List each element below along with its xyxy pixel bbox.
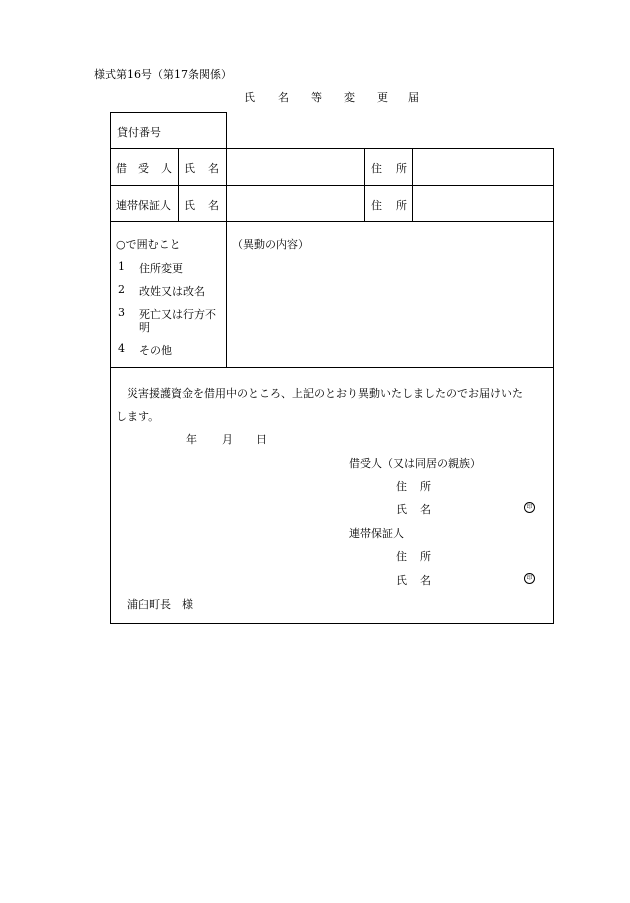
- option-number: 4: [118, 342, 125, 355]
- option-number: 2: [118, 283, 125, 296]
- label-char: 住: [396, 550, 407, 563]
- label-char: 所: [396, 162, 407, 175]
- month-label: 月: [222, 433, 233, 446]
- recipient-line: 浦臼町長 様: [127, 598, 193, 611]
- form-number: 様式第16号（第17条関係）: [94, 68, 232, 81]
- table-rule: [110, 112, 111, 624]
- table-rule: [110, 367, 554, 368]
- change-details-label: （異動の内容）: [232, 238, 309, 251]
- table-rule: [110, 623, 554, 624]
- option-number: 3: [118, 306, 125, 319]
- label-char: 住: [371, 199, 382, 212]
- option-text: 住所変更: [139, 262, 183, 275]
- option-number: 1: [118, 260, 125, 273]
- title-char: 氏: [244, 91, 255, 104]
- label-char: 名: [420, 503, 431, 516]
- title-char: 変: [344, 91, 355, 104]
- table-rule: [364, 148, 365, 222]
- option-text: 改姓又は改名: [139, 285, 205, 298]
- title-char: 名: [278, 91, 289, 104]
- guarantor-address-field[interactable]: [414, 187, 551, 220]
- guarantor-name-field[interactable]: [228, 187, 362, 220]
- table-rule: [110, 148, 554, 149]
- label-char: 受: [138, 162, 149, 175]
- label-char: 名: [420, 574, 431, 587]
- label-char: 氏: [184, 162, 195, 175]
- change-details-field[interactable]: [228, 252, 551, 364]
- declaration-text-line2: します。: [116, 410, 160, 423]
- loan-number-label: 貸付番号: [117, 126, 161, 139]
- day-label: 日: [256, 433, 267, 446]
- title-char: 更: [377, 91, 388, 104]
- option-text-line2: 明: [139, 321, 150, 334]
- title-char: 届: [408, 91, 419, 104]
- table-rule: [226, 112, 227, 149]
- label-char: 名: [208, 199, 219, 212]
- table-rule: [412, 148, 413, 222]
- declaration-text-line1: 災害援護資金を借用中のところ、上記のとおり異動いたしましたのでお届けいた: [127, 387, 523, 400]
- table-rule: [110, 185, 554, 186]
- option-text: その他: [139, 344, 172, 357]
- borrower-name-field[interactable]: [228, 150, 362, 184]
- label-char: 所: [420, 480, 431, 493]
- guarantor-label: 連帯保証人: [116, 199, 171, 212]
- borrower-address-field[interactable]: [414, 150, 551, 184]
- label-char: 所: [420, 550, 431, 563]
- label-char: 住: [396, 480, 407, 493]
- seal-char: 印: [526, 503, 533, 511]
- table-rule: [226, 148, 227, 368]
- guarantor-signature-heading: 連帯保証人: [349, 527, 404, 540]
- guarantor-seal-mark: [524, 573, 535, 584]
- year-label: 年: [186, 433, 197, 446]
- label-char: 名: [208, 162, 219, 175]
- label-char: 氏: [184, 199, 195, 212]
- label-char: 借: [116, 162, 127, 175]
- borrower-signature-heading: 借受人（又は同居の親族）: [349, 457, 481, 470]
- title-char: 等: [311, 91, 322, 104]
- seal-char: 印: [526, 574, 533, 582]
- label-char: 氏: [396, 503, 407, 516]
- label-char: 住: [371, 162, 382, 175]
- borrower-seal-mark: [524, 502, 535, 513]
- table-rule: [553, 148, 554, 624]
- table-rule: [178, 148, 179, 222]
- circle-instruction: ○で囲むこと: [116, 238, 181, 251]
- label-char: 人: [161, 162, 172, 175]
- label-char: 氏: [396, 574, 407, 587]
- label-char: 所: [396, 199, 407, 212]
- option-text-line1: 死亡又は行方不: [139, 308, 216, 321]
- table-rule: [110, 112, 227, 113]
- table-rule: [110, 221, 554, 222]
